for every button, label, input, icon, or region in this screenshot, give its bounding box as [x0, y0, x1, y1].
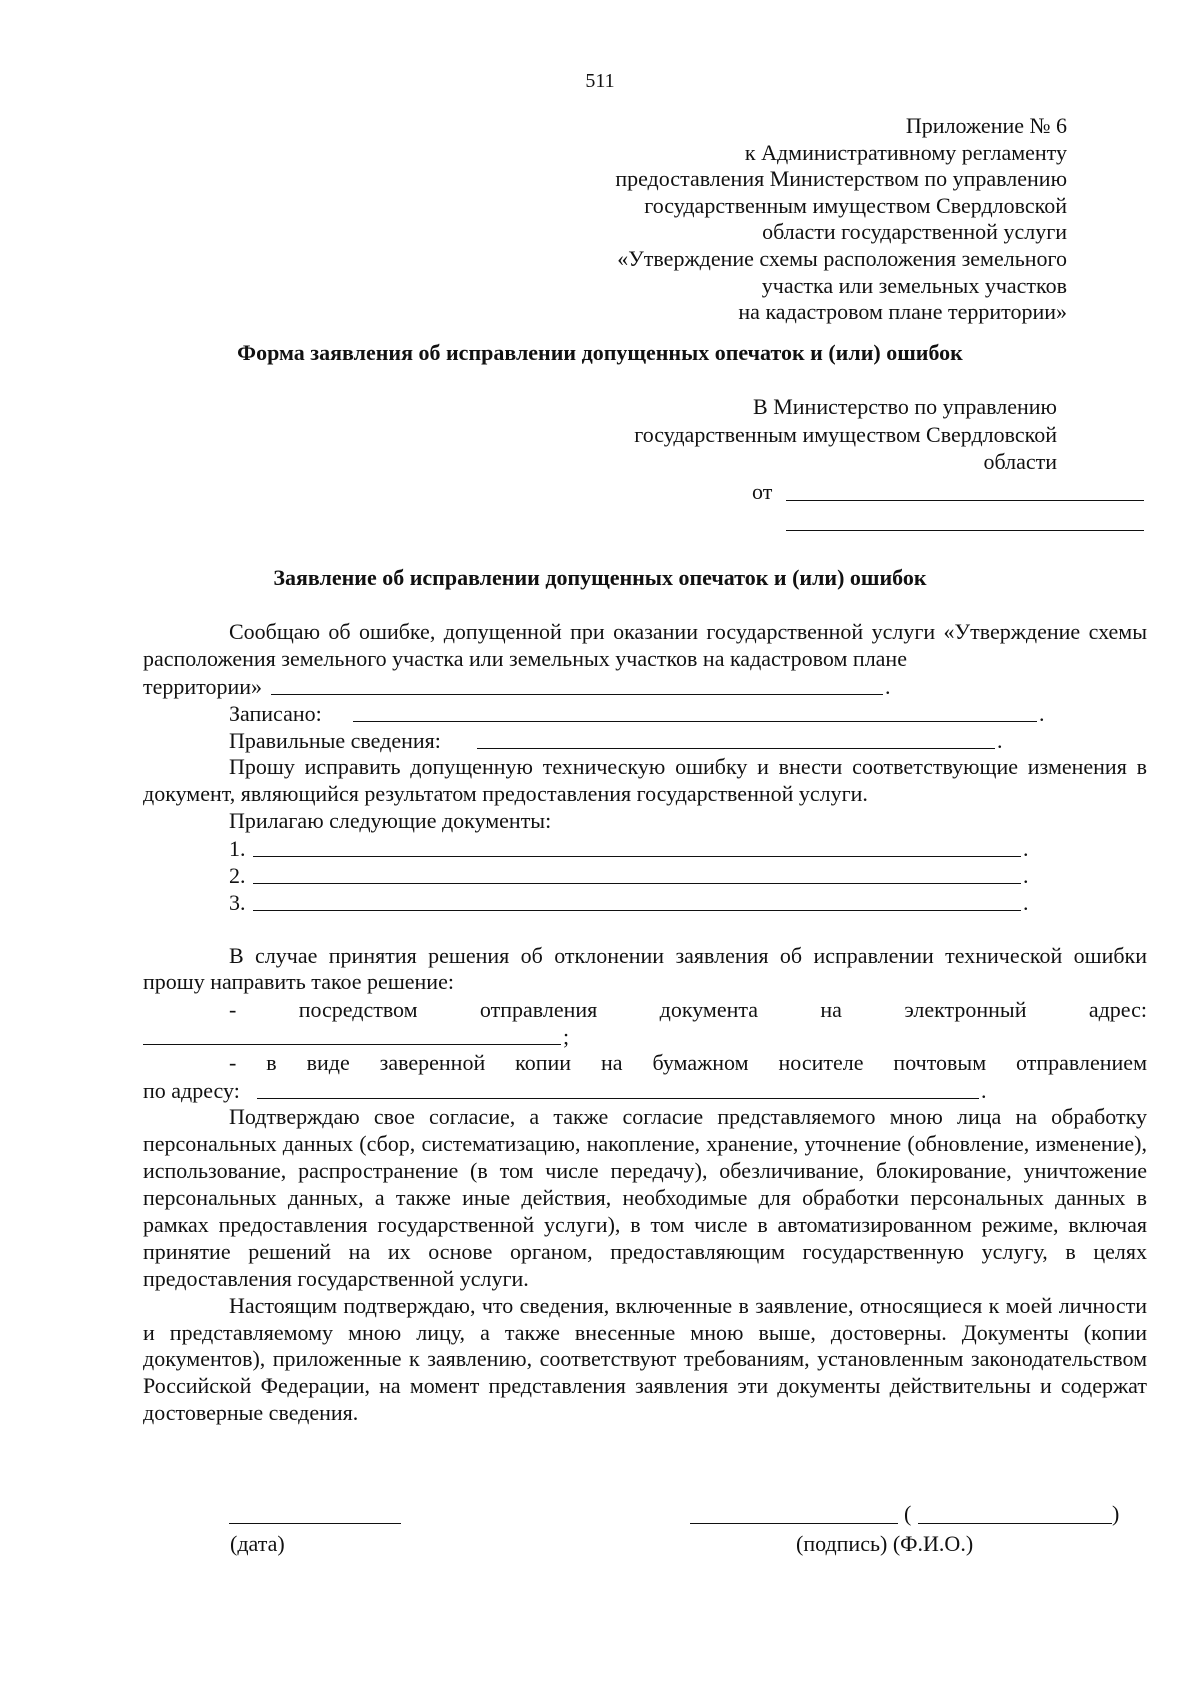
addressee-line: государственным имуществом Свердловской — [634, 421, 1057, 447]
appendix-line: на кадастровом плане территории» — [738, 299, 1067, 325]
appendix-line: к Административному регламенту — [744, 139, 1067, 165]
email-row — [143, 1023, 1147, 1050]
email-line[interactable] — [143, 1044, 561, 1045]
addressee-line: области — [983, 449, 1057, 474]
appendix-line: участка или земельных участков — [761, 272, 1067, 298]
paren-open: ( — [904, 1501, 912, 1526]
period: . — [1023, 835, 1029, 861]
address-label: по адресу: — [143, 1078, 240, 1104]
confirm-paragraph: Настоящим подтверждаю, что сведения, включенные в заявление, относящиеся к моей личности и представляемому мною лицу, а также внесенные мною выше, достоверны. Документы (копии документов), приложенные к заявлению, соответствуют требованиям, установленным законодательством Российской Федерации, на момент представления заявления эти документы действительны и содержат достоверные сведения. — [143, 1292, 1147, 1426]
attach-item-number: 1. — [229, 835, 246, 861]
date-caption: (дата) — [230, 1531, 285, 1556]
email-word: отправления — [479, 997, 598, 1023]
written-row — [143, 700, 1147, 727]
signature-caption: (подпись) (Ф.И.О.) — [796, 1531, 974, 1556]
from-name-line-2[interactable] — [786, 530, 1144, 531]
statement-body — [143, 619, 1147, 1427]
email-word: адрес: — [1088, 997, 1147, 1023]
correct-row — [143, 727, 1147, 754]
attach-item-number: 3. — [229, 889, 246, 915]
period: . — [1023, 862, 1029, 888]
request-paragraph: Прошу исправить допущенную техническую ошибку и внести соответствующие изменения в документ, являющийся результатом предоставления государственной услуги. — [143, 753, 1147, 806]
paper-option-line: - в виде заверенной копии на бумажном носителе почтовым отправлением — [229, 1050, 1147, 1076]
full-name-line[interactable] — [918, 1523, 1112, 1524]
statement-title: Заявление об исправлении допущенных опечаток и (или) ошибок — [273, 565, 927, 590]
email-word: на — [820, 997, 842, 1023]
service-line[interactable] — [271, 694, 883, 695]
attach-item-line[interactable] — [253, 856, 1021, 857]
intro-end: территории» — [143, 673, 263, 699]
email-word: электронный — [904, 997, 1027, 1023]
period: . — [997, 727, 1003, 753]
from-label: от — [752, 479, 773, 504]
page-number: 511 — [585, 70, 615, 92]
attach-item-row — [143, 862, 1147, 889]
appendix-line: Приложение № 6 — [905, 113, 1067, 138]
addressee-line: В Министерство по управлению — [753, 394, 1057, 419]
consent-paragraph: Подтверждаю свое согласие, а также согласие представляемого мною лица на обработку персональных данных (сбор, систематизацию, накопление, хранение, уточнение (обновление, изменение), использование, распространение (в том числе передачу), обезличивание, блокирование, уничтожение персональных данных, а также иные действия, необходимые для обработки персональных данных в рамках предоставления государственной услуги), в том числе в автоматизированном режиме, включая принятие решений на их основе органом, предоставляющим государственную услугу, в целях предоставления государственной услуги. — [143, 1104, 1147, 1291]
appendix-line: государственным имуществом Свердловской — [644, 192, 1067, 218]
period: . — [1039, 700, 1045, 726]
address-row — [143, 1077, 1147, 1104]
signature-line[interactable] — [690, 1523, 898, 1524]
attach-item-number: 2. — [229, 862, 246, 888]
appendix-line: области государственной услуги — [762, 219, 1067, 245]
form-title: Форма заявления об исправлении допущенных опечаток и (или) ошибок — [237, 340, 963, 365]
signature-block — [0, 1500, 1200, 1560]
appendix-line: «Утверждение схемы расположения земельного — [617, 245, 1067, 271]
period: . — [1023, 889, 1029, 915]
written-label: Записано: — [229, 700, 322, 726]
email-word: посредством — [298, 997, 418, 1023]
appendix-header — [615, 113, 1067, 326]
rejection-paragraph: В случае принятия решения об отклонении заявления об исправлении технической ошибки прошу направить такое решение: — [143, 942, 1147, 995]
correct-line[interactable] — [477, 748, 995, 749]
written-line[interactable] — [353, 721, 1037, 722]
date-line[interactable] — [229, 1523, 401, 1524]
addressee-block — [634, 393, 1057, 476]
attach-item-row — [143, 889, 1147, 916]
email-word: - — [229, 997, 237, 1023]
from-name-line[interactable] — [786, 500, 1144, 501]
email-option-line — [143, 996, 1147, 1023]
semicolon: ; — [563, 1024, 570, 1050]
attach-label: Прилагаю следующие документы: — [229, 807, 552, 833]
intro-paragraph: Сообщаю об ошибке, допущенной при оказании государственной услуги «Утверждение схемы расположения земельного участка или земельных участков на кадастровом плане — [143, 619, 1147, 671]
address-line[interactable] — [257, 1098, 979, 1099]
from-field — [752, 478, 1144, 506]
attach-item-line[interactable] — [253, 910, 1021, 911]
attach-item-row — [143, 835, 1147, 862]
paren-close: ) — [1112, 1501, 1120, 1526]
attach-item-line[interactable] — [253, 883, 1021, 884]
email-word: документа — [659, 997, 759, 1023]
correct-label: Правильные сведения: — [229, 727, 441, 753]
period: . — [981, 1078, 987, 1104]
appendix-line: предоставления Министерством по управлению — [615, 166, 1067, 192]
period: . — [885, 673, 891, 699]
service-field-row — [143, 673, 1147, 700]
